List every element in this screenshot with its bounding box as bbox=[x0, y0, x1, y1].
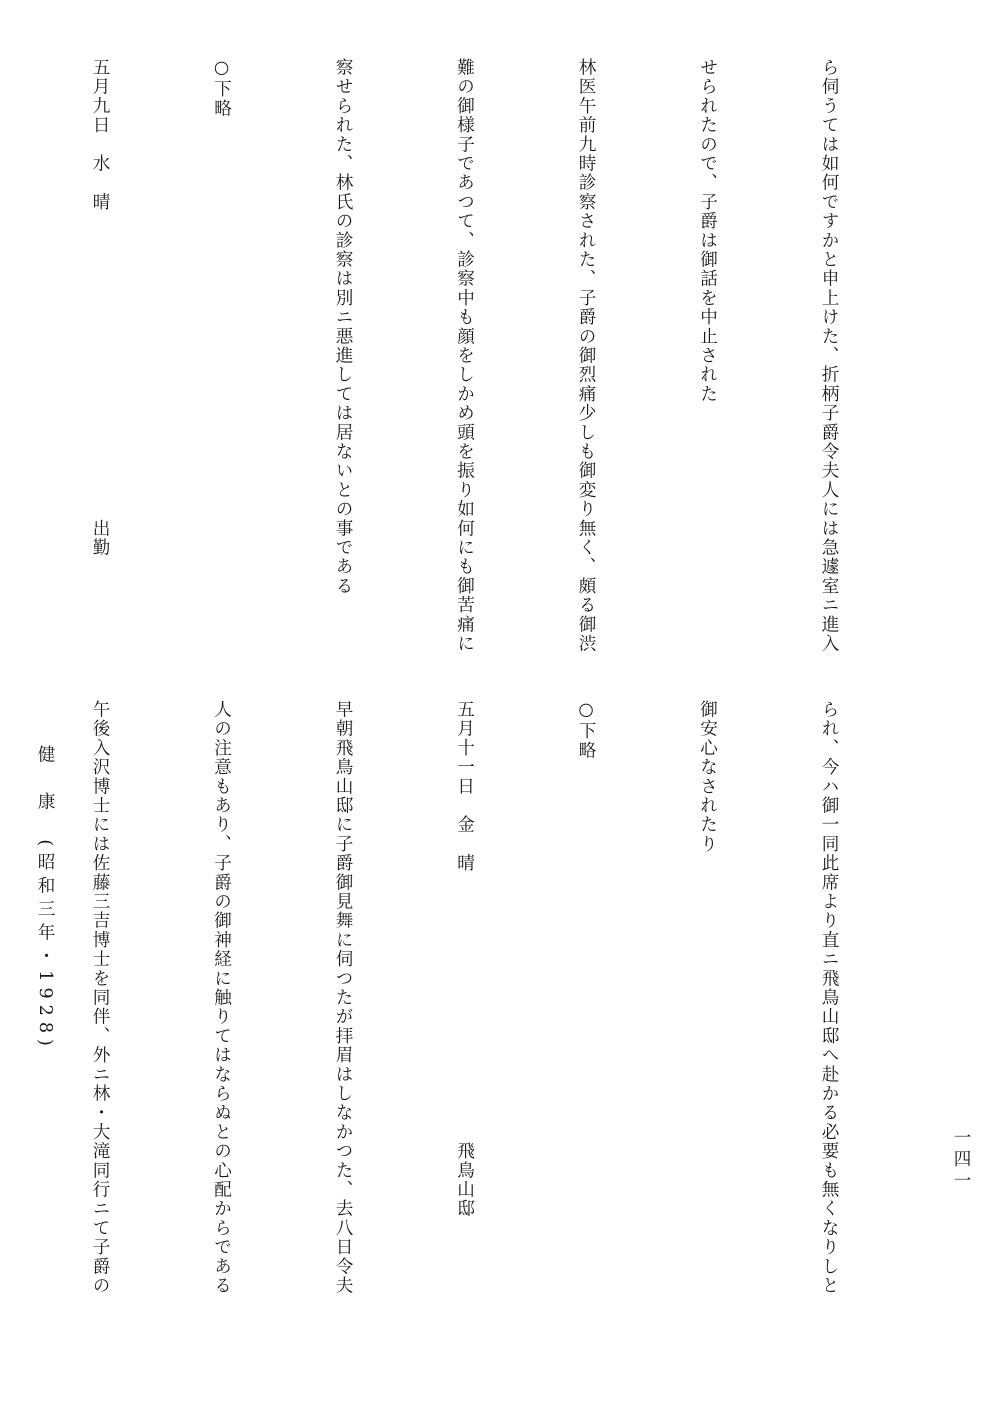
text-line: 御安心なされたり bbox=[697, 700, 718, 854]
text-line: 早朝飛鳥山邸に子爵御見舞に伺つたが拝眉はしなかつた、去八日令夫 bbox=[333, 700, 353, 1296]
page-number: 一四一 bbox=[951, 1128, 971, 1193]
lower-text-block bbox=[70, 700, 930, 1312]
text-line: せられたので、子爵は御話を中止された bbox=[697, 58, 718, 404]
text-line: 林医午前九時診察された、子爵の御烈痛少しも御変り無く、頗る御渋 bbox=[576, 58, 596, 654]
running-head: 健 康 (昭和三年・1928) bbox=[35, 745, 55, 1052]
text-line: 難の御様子であつて、診察中も顔をしかめ頭を振り如何にも御苦痛に bbox=[454, 58, 475, 654]
text-line: ○下略 bbox=[576, 700, 596, 760]
text-line: ○下略 bbox=[211, 58, 232, 118]
text-line: 察せられた、林氏の診察は別ニ悪進しては居ないとの事である bbox=[333, 58, 353, 596]
upper-text-block bbox=[70, 58, 930, 678]
text-line: られ、今ハ御一同此席より直ニ飛鳥山邸へ赴かる必要も無くなりしと bbox=[819, 700, 839, 1296]
text-line: 五月十一日 金 晴 飛鳥山邸 bbox=[454, 700, 475, 1219]
text-line: 人の注意もあり、子爵の御神経に触りてはならぬとの心配からである bbox=[211, 700, 232, 1296]
text-line: 五月九日 水 晴 出勤 bbox=[90, 58, 110, 558]
text-line: ら伺うては如何ですかと申上けた、折柄子爵令夫人には急遽室ニ進入 bbox=[819, 58, 839, 654]
text-line: 午後入沢博士には佐藤三吉博士を同伴、外ニ林・大滝同行ニて子爵の bbox=[90, 700, 110, 1296]
